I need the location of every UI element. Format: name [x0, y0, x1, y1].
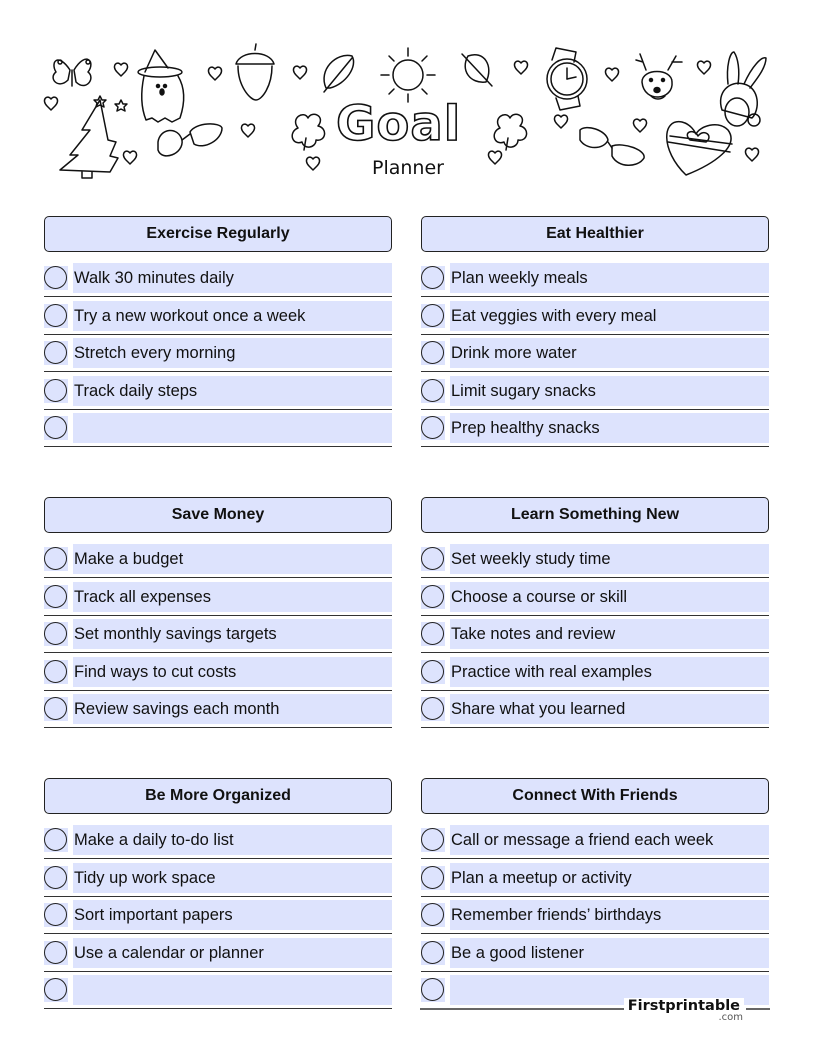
- checklist-item: [44, 863, 392, 901]
- goal-text-field[interactable]: Set weekly study time: [450, 544, 769, 574]
- circle-checkbox-icon: [44, 416, 67, 439]
- goal-text-field[interactable]: Find ways to cut costs: [73, 657, 392, 687]
- acorn-icon: [236, 44, 274, 100]
- checklist-item: [44, 619, 392, 657]
- sun-icon: [381, 48, 435, 102]
- circle-checkbox-icon: [44, 978, 67, 1001]
- christmas-tree-icon: [60, 96, 118, 178]
- goal-section-learn-something-new: [421, 497, 769, 732]
- goal-section-exercise: [44, 216, 392, 451]
- circle-checkbox-icon: [421, 547, 444, 570]
- checkbox[interactable]: [421, 304, 445, 328]
- ghost-witch-icon: [138, 50, 184, 122]
- reindeer-icon: [636, 54, 682, 99]
- divider: [420, 1008, 650, 1010]
- checkbox[interactable]: [44, 828, 68, 852]
- circle-checkbox-icon: [44, 697, 67, 720]
- checkbox[interactable]: [44, 978, 68, 1002]
- divider: [44, 896, 392, 897]
- checklist-item: [421, 301, 769, 339]
- divider: [421, 371, 769, 372]
- circle-checkbox-icon: [44, 903, 67, 926]
- checklist-item: [44, 544, 392, 582]
- divider: [421, 727, 769, 728]
- checklist-item: [421, 657, 769, 695]
- goal-text-field[interactable]: Drink more water: [450, 338, 769, 368]
- circle-checkbox-icon: [421, 903, 444, 926]
- checklist-item: [421, 900, 769, 938]
- divider: [421, 933, 769, 934]
- goal-text-field[interactable]: Sort important papers: [73, 900, 392, 930]
- divider: [44, 858, 392, 859]
- section-title: Exercise Regularly: [44, 216, 392, 252]
- divider: [421, 446, 769, 447]
- section-title: Learn Something New: [421, 497, 769, 533]
- circle-checkbox-icon: [44, 585, 67, 608]
- checklist-item: [44, 938, 392, 976]
- checkbox[interactable]: [421, 697, 445, 721]
- circle-checkbox-icon: [421, 341, 444, 364]
- goal-section-eat-healthier: [421, 216, 769, 451]
- divider: [44, 577, 392, 578]
- circle-checkbox-icon: [44, 941, 67, 964]
- checkbox[interactable]: [44, 660, 68, 684]
- divider: [421, 858, 769, 859]
- checklist-item: [44, 338, 392, 376]
- goal-text-field[interactable]: Share what you learned: [450, 694, 769, 724]
- checkbox[interactable]: [421, 941, 445, 965]
- checklist-item: [44, 975, 392, 1013]
- checklist-item: [421, 863, 769, 901]
- section-title: Save Money: [44, 497, 392, 533]
- checkbox[interactable]: [44, 585, 68, 609]
- divider: [44, 334, 392, 335]
- brand-tld: .com: [718, 1012, 743, 1023]
- goal-text-field[interactable]: Prep healthy snacks: [450, 413, 769, 443]
- checkbox[interactable]: [421, 866, 445, 890]
- goal-text-field[interactable]: Limit sugary snacks: [450, 376, 769, 406]
- divider: [44, 727, 392, 728]
- goal-text-field[interactable]: [73, 975, 392, 1005]
- brand-logo-text: Firstprintable: [624, 998, 744, 1014]
- goal-text-field[interactable]: Eat veggies with every meal: [450, 301, 769, 331]
- goal-text-field[interactable]: Plan a meetup or activity: [450, 863, 769, 893]
- checkbox[interactable]: [44, 941, 68, 965]
- divider: [421, 409, 769, 410]
- checkbox[interactable]: [44, 547, 68, 571]
- butterfly-icon: [53, 59, 91, 86]
- divider: [421, 577, 769, 578]
- goal-text-field[interactable]: Review savings each month: [73, 694, 392, 724]
- divider: [44, 690, 392, 691]
- divider: [44, 409, 392, 410]
- circle-checkbox-icon: [421, 622, 444, 645]
- checkbox[interactable]: [44, 697, 68, 721]
- checklist-item: [421, 582, 769, 620]
- goal-text-field[interactable]: Track daily steps: [73, 376, 392, 406]
- divider: [421, 690, 769, 691]
- goal-text-field[interactable]: Remember friends’ birthdays: [450, 900, 769, 930]
- circle-checkbox-icon: [44, 266, 67, 289]
- goal-text-field[interactable]: Make a budget: [73, 544, 392, 574]
- circle-checkbox-icon: [421, 416, 444, 439]
- goal-section-connect-with-friends: [421, 778, 769, 1013]
- checklist-item: [421, 619, 769, 657]
- checkbox[interactable]: [421, 547, 445, 571]
- circle-checkbox-icon: [44, 866, 67, 889]
- checklist-item: [421, 338, 769, 376]
- divider: [44, 446, 392, 447]
- divider: [421, 334, 769, 335]
- goal-text-field[interactable]: Try a new workout once a week: [73, 301, 392, 331]
- divider: [44, 933, 392, 934]
- page-title: Goal: [336, 96, 462, 152]
- goal-text-field[interactable]: Track all expenses: [73, 582, 392, 612]
- checklist-item: [421, 263, 769, 301]
- checkbox[interactable]: [44, 622, 68, 646]
- checklist-item: [421, 413, 769, 451]
- divider: [746, 1008, 770, 1010]
- checklist-item: [44, 376, 392, 414]
- circle-checkbox-icon: [44, 304, 67, 327]
- checkbox[interactable]: [421, 622, 445, 646]
- checklist-item: [421, 825, 769, 863]
- checkbox[interactable]: [44, 379, 68, 403]
- section-title: Be More Organized: [44, 778, 392, 814]
- goal-text-field[interactable]: Walk 30 minutes daily: [73, 263, 392, 293]
- checklist-item: [44, 582, 392, 620]
- goal-text-field[interactable]: Choose a course or skill: [450, 582, 769, 612]
- checklist-item: [421, 544, 769, 582]
- checkbox[interactable]: [44, 866, 68, 890]
- circle-checkbox-icon: [421, 828, 444, 851]
- circle-checkbox-icon: [44, 622, 67, 645]
- checkbox[interactable]: [421, 828, 445, 852]
- checklist-item: [44, 657, 392, 695]
- goal-text-field[interactable]: Practice with real examples: [450, 657, 769, 687]
- divider: [421, 652, 769, 653]
- checkbox[interactable]: [44, 304, 68, 328]
- circle-checkbox-icon: [44, 341, 67, 364]
- bunny-egg-icon: [721, 52, 766, 126]
- checklist-item: [421, 938, 769, 976]
- checklist-item: [44, 301, 392, 339]
- divider: [421, 296, 769, 297]
- checklist-item: [44, 694, 392, 732]
- circle-checkbox-icon: [44, 828, 67, 851]
- goal-text-field[interactable]: Take notes and review: [450, 619, 769, 649]
- goal-text-field[interactable]: Use a calendar or planner: [73, 938, 392, 968]
- circle-checkbox-icon: [421, 379, 444, 402]
- checklist-item: [421, 376, 769, 414]
- checkbox[interactable]: [421, 266, 445, 290]
- circle-checkbox-icon: [421, 697, 444, 720]
- goal-text-field[interactable]: Plan weekly meals: [450, 263, 769, 293]
- circle-checkbox-icon: [421, 660, 444, 683]
- section-title: Eat Healthier: [421, 216, 769, 252]
- checkbox[interactable]: [421, 660, 445, 684]
- sunglasses-icon: [580, 128, 644, 166]
- checklist-item: [421, 694, 769, 732]
- sunglasses-icon: [158, 124, 222, 156]
- circle-checkbox-icon: [421, 304, 444, 327]
- circle-checkbox-icon: [421, 585, 444, 608]
- goal-text-field[interactable]: Tidy up work space: [73, 863, 392, 893]
- goal-text-field[interactable]: Make a daily to-do list: [73, 825, 392, 855]
- divider: [44, 615, 392, 616]
- divider: [44, 296, 392, 297]
- circle-checkbox-icon: [421, 866, 444, 889]
- goal-text-field[interactable]: Set monthly savings targets: [73, 619, 392, 649]
- checklist-item: [44, 825, 392, 863]
- checkbox[interactable]: [44, 416, 68, 440]
- star-icon: [115, 100, 127, 111]
- brand-footer: [420, 998, 770, 1028]
- divider: [44, 1008, 392, 1009]
- divider: [421, 615, 769, 616]
- circle-checkbox-icon: [44, 547, 67, 570]
- heart-gift-box-icon: [667, 122, 732, 175]
- circle-checkbox-icon: [421, 266, 444, 289]
- checkbox[interactable]: [44, 903, 68, 927]
- goal-text-field[interactable]: Be a good listener: [450, 938, 769, 968]
- checklist-item: [44, 900, 392, 938]
- goal-text-field[interactable]: [73, 413, 392, 443]
- goal-section-be-more-organized: [44, 778, 392, 1013]
- divider: [421, 971, 769, 972]
- divider: [44, 371, 392, 372]
- checkbox[interactable]: [421, 416, 445, 440]
- checkbox[interactable]: [44, 266, 68, 290]
- divider: [421, 896, 769, 897]
- checkbox[interactable]: [421, 903, 445, 927]
- checkbox[interactable]: [421, 341, 445, 365]
- checkbox[interactable]: [421, 379, 445, 403]
- goal-text-field[interactable]: Stretch every morning: [73, 338, 392, 368]
- divider: [44, 971, 392, 972]
- checkbox[interactable]: [44, 341, 68, 365]
- goal-text-field[interactable]: Call or message a friend each week: [450, 825, 769, 855]
- circle-checkbox-icon: [44, 660, 67, 683]
- divider: [44, 652, 392, 653]
- circle-checkbox-icon: [421, 941, 444, 964]
- checkbox[interactable]: [421, 585, 445, 609]
- section-title: Connect With Friends: [421, 778, 769, 814]
- checklist-item: [44, 413, 392, 451]
- circle-checkbox-icon: [44, 379, 67, 402]
- watch-icon: [547, 48, 587, 110]
- page-subtitle: Planner: [372, 157, 444, 179]
- goal-section-save-money: [44, 497, 392, 732]
- checklist-item: [44, 263, 392, 301]
